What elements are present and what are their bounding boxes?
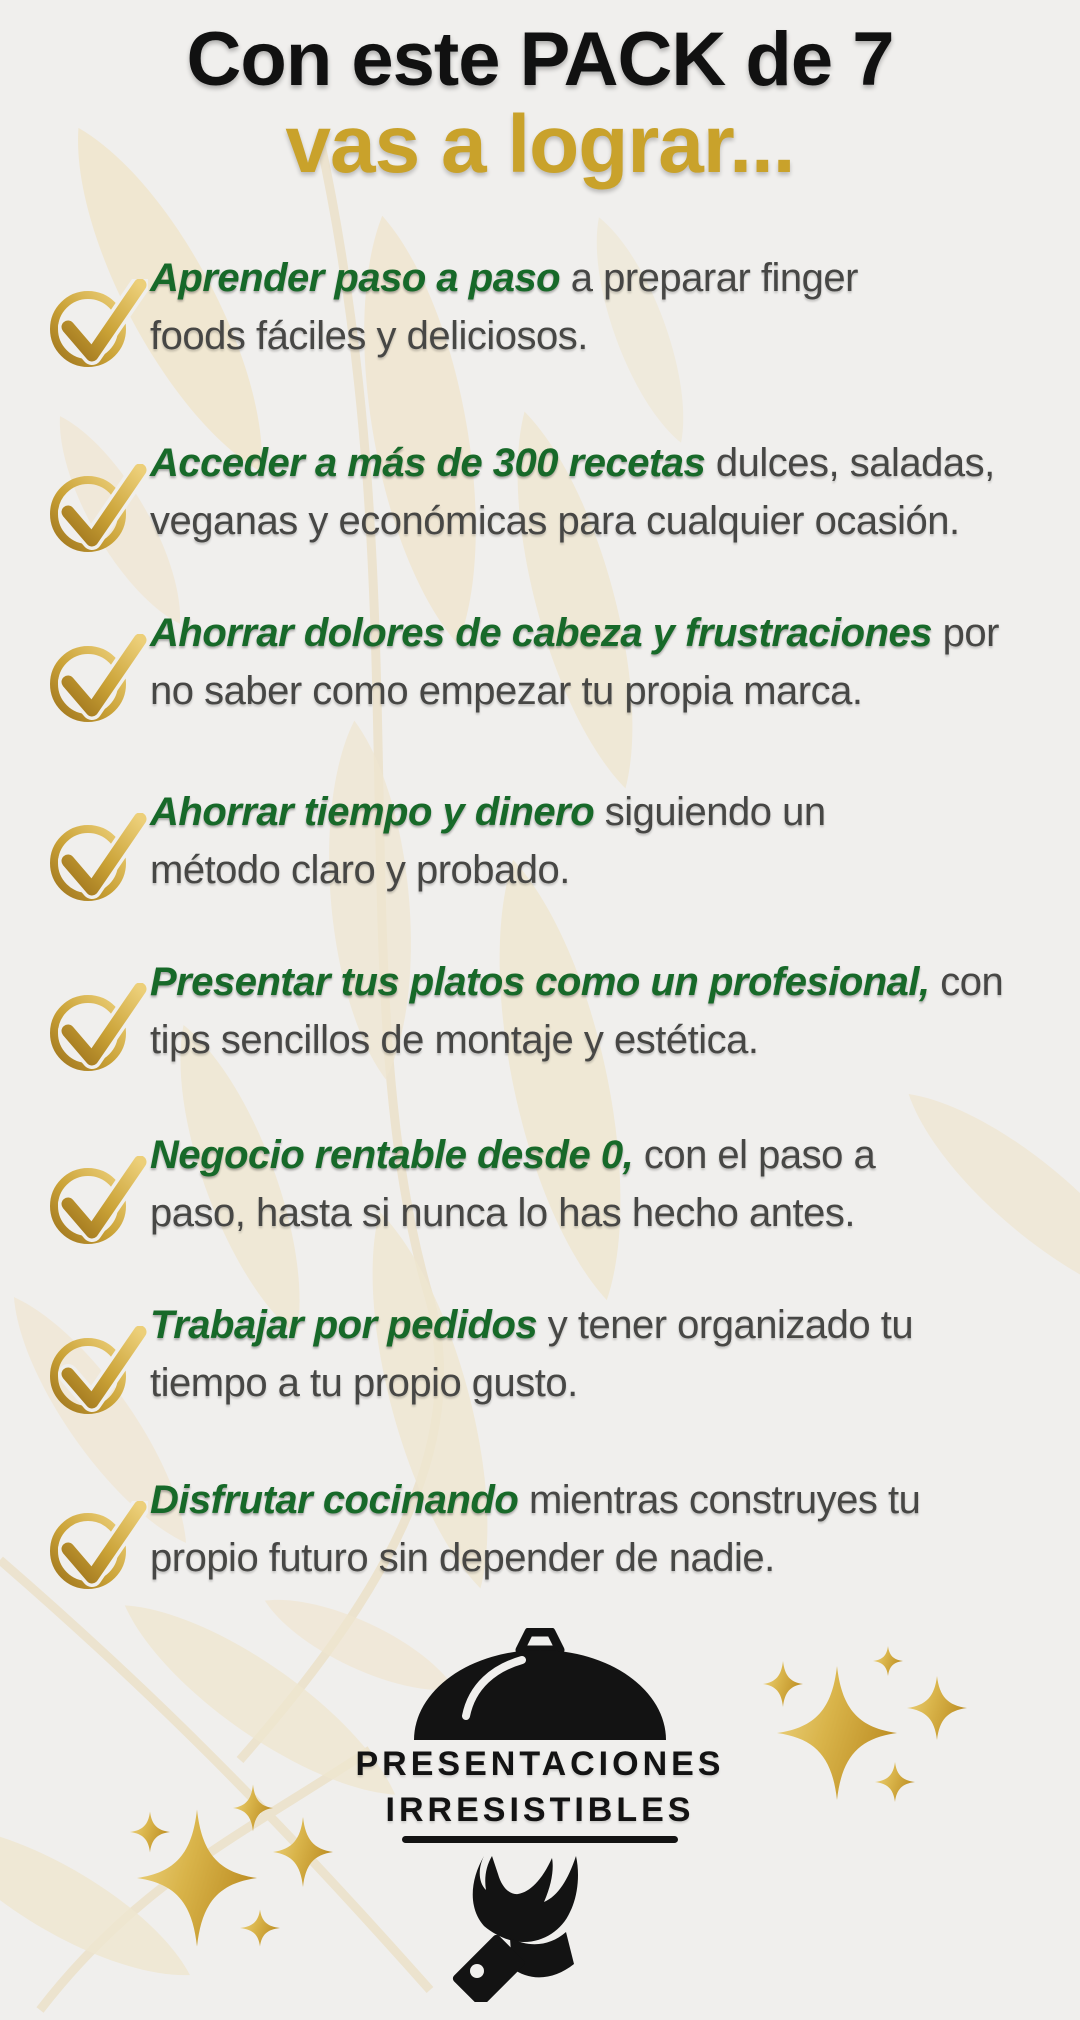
benefit-text: a preparar finger foods fáciles y deliciosos.: [150, 256, 858, 358]
cuff-button: [470, 1964, 484, 1978]
sparkles-right: [755, 1636, 985, 1806]
benefit-highlight: Ahorrar tiempo y dinero: [150, 790, 595, 834]
benefit-item: [48, 249, 930, 365]
benefit-item: [48, 1471, 1020, 1587]
check-icon: [48, 1501, 148, 1595]
benefit-text: dulces, saladas, veganas y económicas para cualquier ocasión.: [150, 441, 995, 543]
page-title: Con este PACK de 7: [186, 17, 894, 102]
check-icon: [48, 634, 148, 728]
benefit-item: [48, 953, 1020, 1069]
benefit-item: [48, 604, 1030, 720]
benefit-item: [48, 434, 1080, 550]
benefit-highlight: Disfrutar cocinando: [150, 1478, 519, 1522]
benefit-item: [48, 1296, 1020, 1412]
logo-text-line2: IRRESISTIBLES: [385, 1791, 695, 1829]
benefit-text: con tips sencillos de montaje y estética.: [150, 960, 1004, 1062]
benefit-text: por no saber como empezar tu propia marca.: [150, 611, 999, 713]
check-icon: [48, 1156, 148, 1250]
hand-icon: [450, 1852, 590, 2002]
benefit-text: siguiendo un método claro y probado.: [150, 790, 826, 892]
check-icon: [48, 813, 148, 907]
benefit-text: y tener organizado tu tiempo a tu propio gusto.: [150, 1303, 914, 1405]
cloche-icon: [410, 1628, 670, 1743]
benefit-text: mientras construyes tu propio futuro sin depender de nadie.: [150, 1478, 921, 1580]
benefit-highlight: Negocio rentable desde 0,: [150, 1133, 634, 1177]
check-icon: [48, 464, 148, 558]
sparkles-left: [113, 1775, 348, 1955]
check-icon: [48, 1326, 148, 1420]
benefit-item: [48, 1126, 960, 1242]
benefit-text: con el paso a paso, hasta si nunca lo has hecho antes.: [150, 1133, 876, 1235]
check-icon: [48, 279, 148, 373]
page-subtitle: vas a lograr...: [285, 99, 795, 190]
plate-line: [402, 1836, 678, 1843]
check-icon: [48, 983, 148, 1077]
logo-text-line1: PRESENTACIONES: [355, 1745, 725, 1783]
benefit-item: [48, 783, 900, 899]
benefit-highlight: Ahorrar dolores de cabeza y frustraciones: [150, 611, 932, 655]
benefit-highlight: Trabajar por pedidos: [150, 1303, 538, 1347]
benefit-highlight: Aprender paso a paso: [150, 256, 561, 300]
benefit-highlight: Presentar tus platos como un profesional,: [150, 960, 930, 1004]
benefit-highlight: Acceder a más de 300 recetas: [150, 441, 706, 485]
